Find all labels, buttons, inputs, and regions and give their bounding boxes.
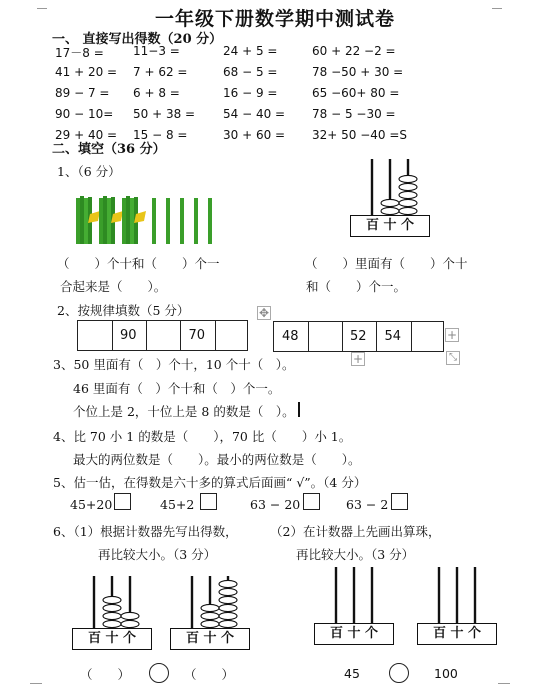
text-cursor bbox=[298, 402, 300, 417]
q6-part1-line2: 再比较大小。（3 分） bbox=[98, 547, 217, 562]
sequence-divider bbox=[180, 321, 181, 350]
check-box[interactable] bbox=[200, 493, 217, 510]
sequence-cell: 48 bbox=[282, 329, 299, 344]
abacus-base-label: 百 十 个 bbox=[417, 623, 497, 645]
single-stick bbox=[180, 198, 184, 244]
compare-left-blank[interactable]: （ ） bbox=[80, 667, 131, 682]
compare-circle[interactable] bbox=[389, 663, 409, 683]
arithmetic-problem: 16 − 9 = bbox=[223, 86, 278, 100]
q1-number: 1、（6 分） bbox=[57, 164, 121, 179]
q5-item-2: 45+2 bbox=[160, 497, 195, 512]
q1-left-line1: （ ）个十和（ ）个一 bbox=[57, 256, 220, 271]
arithmetic-problem: 41 + 20 = bbox=[55, 65, 118, 79]
abacus-base-label: 百 十 个 bbox=[170, 628, 250, 650]
abacus-q6-a bbox=[72, 572, 152, 658]
add-row-icon[interactable]: + bbox=[352, 352, 364, 366]
page-corner-mark bbox=[37, 0, 47, 9]
sequence-cell: 90 bbox=[120, 328, 137, 343]
abacus-base-label: 百 十 个 bbox=[72, 628, 152, 650]
q4-line1: 4、比 70 小 1 的数是（ ），70 比（ ）小 1。 bbox=[53, 429, 352, 444]
abacus-bead bbox=[103, 596, 121, 603]
abacus-bead bbox=[219, 596, 237, 603]
bundle-1 bbox=[76, 196, 100, 244]
q3-line3: 个位上是 2，十位上是 8 的数是（ ）。 bbox=[73, 404, 295, 419]
q6-part2-line1: （2）在计数器上先画出算珠， bbox=[270, 524, 441, 539]
arithmetic-problem: 78 −50 + 30 = bbox=[312, 65, 404, 79]
arithmetic-problem: 32+ 50 −40 =S bbox=[312, 128, 408, 142]
arithmetic-problem: 54 − 40 = bbox=[223, 107, 286, 121]
compare-number-2: 100 bbox=[434, 666, 458, 681]
arithmetic-problem: 15 − 8 = bbox=[133, 128, 188, 142]
abacus-base-label: 百 十 个 bbox=[314, 623, 394, 645]
abacus-bead bbox=[201, 612, 219, 619]
arithmetic-problem: 78 − 5 −30 = bbox=[312, 107, 396, 121]
abacus-q6-b bbox=[170, 572, 250, 658]
sequence-row-2 bbox=[273, 321, 444, 352]
abacus-q6-c bbox=[314, 567, 394, 653]
abacus-base-label: 百 十 个 bbox=[350, 215, 430, 237]
arithmetic-problem: 90 − 10= bbox=[55, 107, 114, 121]
abacus-bead bbox=[121, 612, 139, 619]
abacus-bead bbox=[201, 604, 219, 611]
abacus-bead bbox=[103, 604, 121, 611]
compare-right-blank[interactable]: （ ） bbox=[184, 667, 235, 682]
q5-item-4: 63 − 2 bbox=[346, 497, 389, 512]
q3-line1: 3、50 里面有（ ）个十，10 个十（ ）。 bbox=[53, 357, 295, 372]
q5-item-1: 45+20 bbox=[70, 497, 113, 512]
sequence-cell: 54 bbox=[384, 329, 402, 344]
sequence-cell: 52 bbox=[350, 329, 367, 344]
abacus-bead bbox=[219, 612, 237, 619]
abacus-bead bbox=[399, 183, 417, 190]
sequence-divider bbox=[376, 322, 377, 351]
abacus-q1 bbox=[350, 155, 430, 241]
abacus-bead bbox=[201, 620, 219, 627]
q6-part1-line1: 6、（1）根据计数器先写出得数， bbox=[53, 524, 238, 539]
arithmetic-problem: 68 − 5 = bbox=[223, 65, 278, 79]
single-stick bbox=[208, 198, 212, 244]
q1-right-line1: （ ）里面有（ ）个十 bbox=[305, 256, 468, 271]
abacus-q6-d bbox=[417, 567, 497, 653]
page-corner-mark bbox=[492, 0, 502, 9]
abacus-bead bbox=[399, 191, 417, 198]
arithmetic-problem: 29 + 40 = bbox=[55, 128, 118, 142]
resize-handle-icon[interactable]: ⤡ bbox=[446, 351, 460, 365]
single-stick bbox=[194, 198, 198, 244]
arithmetic-problem: 89 − 7 = bbox=[55, 86, 110, 100]
abacus-bead bbox=[219, 588, 237, 595]
sequence-cell: 70 bbox=[188, 328, 206, 343]
arithmetic-problem: 24 + 5 = bbox=[223, 44, 278, 58]
move-handle-icon[interactable]: ✥ bbox=[258, 306, 270, 320]
abacus-bead bbox=[219, 580, 237, 587]
q4-line2: 最大的两位数是（ ）。最小的两位数是（ ）。 bbox=[73, 452, 361, 467]
check-box[interactable] bbox=[303, 493, 320, 510]
arithmetic-problem: 65 −60+ 80 = bbox=[312, 86, 400, 100]
arithmetic-problem: 30 + 60 = bbox=[223, 128, 286, 142]
sequence-divider bbox=[308, 322, 309, 351]
arithmetic-problem: 17－8 = bbox=[55, 46, 104, 60]
abacus-bead bbox=[399, 207, 417, 214]
check-box[interactable] bbox=[391, 493, 408, 510]
page-corner-mark bbox=[30, 683, 42, 692]
q1-right-line2: 和（ ）个一。 bbox=[306, 279, 407, 294]
section-1-heading: 一、 直接写出得数（20 分） bbox=[52, 32, 223, 47]
abacus-bead bbox=[381, 207, 399, 214]
compare-number-1: 45 bbox=[344, 666, 360, 681]
q5-item-3: 63 − 20 bbox=[250, 497, 301, 512]
add-column-icon[interactable]: + bbox=[446, 328, 458, 342]
single-stick bbox=[166, 198, 170, 244]
abacus-bead bbox=[219, 604, 237, 611]
arithmetic-problem: 50 + 38 = bbox=[133, 107, 196, 121]
page-corner-mark bbox=[498, 683, 510, 692]
abacus-bead bbox=[381, 199, 399, 206]
sequence-divider bbox=[146, 321, 147, 350]
arithmetic-problem: 11−3 = bbox=[133, 44, 180, 58]
arithmetic-problem: 6 + 8 = bbox=[133, 86, 180, 100]
sequence-divider bbox=[112, 321, 113, 350]
abacus-bead bbox=[103, 612, 121, 619]
sequence-divider bbox=[411, 322, 412, 351]
compare-circle[interactable] bbox=[149, 663, 169, 683]
q3-line2: 46 里面有（ ）个十和（ ）个一。 bbox=[73, 381, 281, 396]
q1-left-line2: 合起来是（ ）。 bbox=[60, 279, 167, 294]
single-stick bbox=[152, 198, 156, 244]
arithmetic-problem: 7 + 62 = bbox=[133, 65, 188, 79]
check-box[interactable] bbox=[114, 493, 131, 510]
page-title: 一年级下册数学期中测试卷 bbox=[155, 8, 396, 30]
q2-label: 2、按规律填数（5 分） bbox=[57, 303, 190, 318]
bundle-3 bbox=[122, 196, 146, 244]
sequence-divider bbox=[215, 321, 216, 350]
section-2-heading: 二、填空（36 分） bbox=[52, 142, 166, 157]
q6-part2-line2: 再比较大小。（3 分） bbox=[296, 547, 415, 562]
abacus-bead bbox=[399, 199, 417, 206]
bundle-2 bbox=[99, 196, 123, 244]
abacus-bead bbox=[399, 175, 417, 182]
stick-bundles bbox=[72, 192, 222, 254]
arithmetic-problem: 60 + 22 −2 = bbox=[312, 44, 396, 58]
abacus-bead bbox=[103, 620, 121, 627]
sequence-row-1 bbox=[77, 320, 248, 351]
abacus-bead bbox=[121, 620, 139, 627]
sequence-divider bbox=[342, 322, 343, 351]
q5-line: 5、估一估，在得数是六十多的算式后面画“ √”。（4 分） bbox=[53, 475, 367, 490]
abacus-bead bbox=[219, 620, 237, 627]
